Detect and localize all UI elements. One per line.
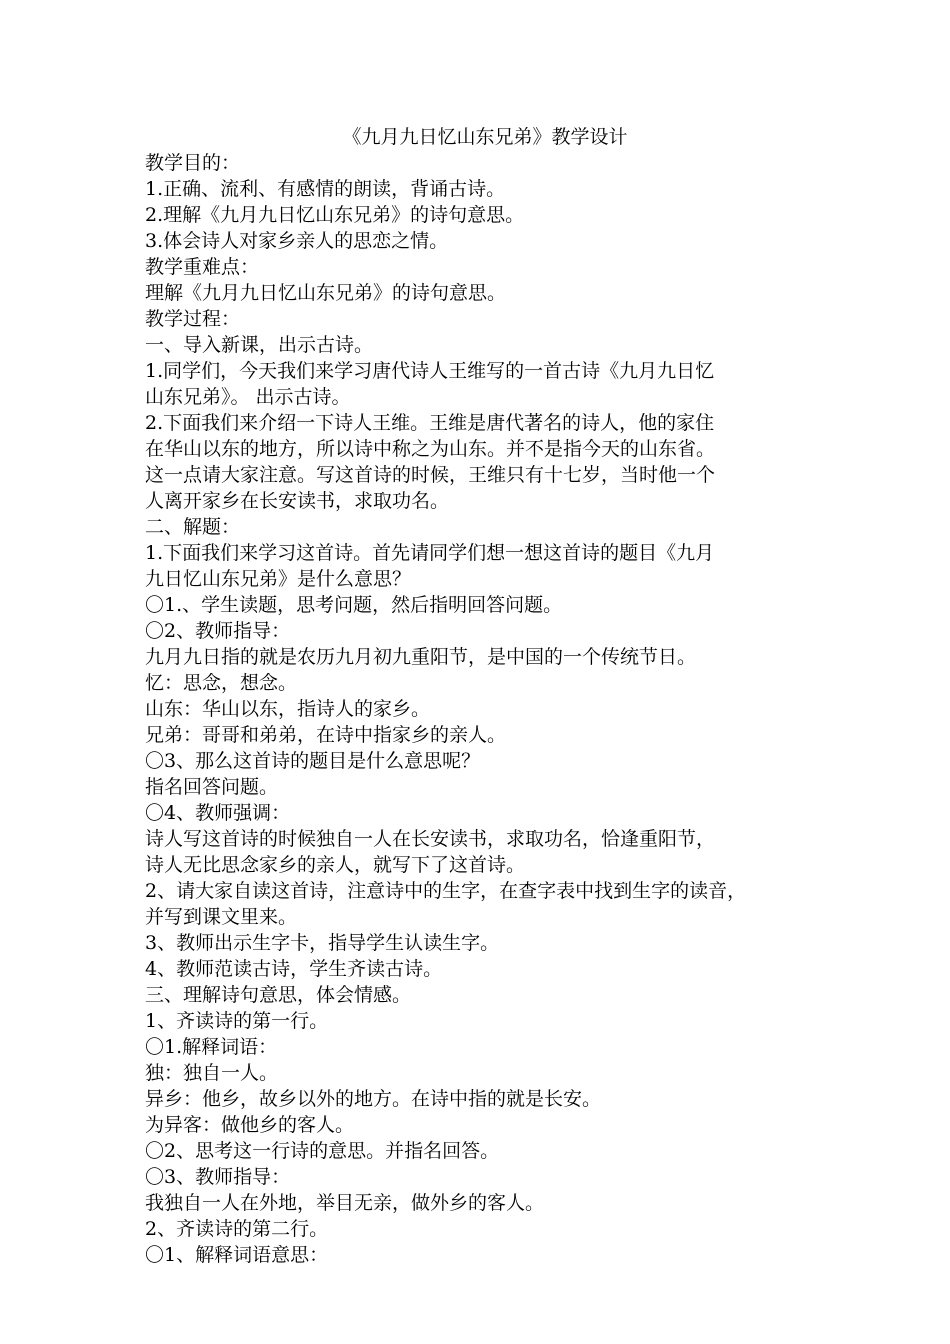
text-line: 〇1、解释词语意思： xyxy=(145,1244,329,1266)
text-line: 教学过程： xyxy=(145,308,241,330)
text-line: 〇3、那么这首诗的题目是什么意思呢？ xyxy=(145,750,481,772)
text-line: 独：独自一人。 xyxy=(145,1062,279,1084)
text-line: 3、教师出示生字卡，指导学生认读生字。 xyxy=(145,932,500,954)
text-line: 〇3、教师指导： xyxy=(145,1166,291,1188)
text-line: 1、齐读诗的第一行。 xyxy=(145,1010,329,1032)
text-line: 在华山以东的地方，所以诗中称之为山东。并不是指今天的山东省。 xyxy=(145,438,716,460)
text-line: 教学重难点： xyxy=(145,256,260,278)
text-line: 九月九日指的就是农历九月初九重阳节，是中国的一个传统节日。 xyxy=(145,646,697,668)
text-line: 我独自一人在外地，举目无亲，做外乡的客人。 xyxy=(145,1192,545,1214)
text-line: 2.下面我们来介绍一下诗人王维。王维是唐代著名的诗人，他的家住 xyxy=(145,412,715,434)
text-line: 2、齐读诗的第二行。 xyxy=(145,1218,329,1240)
text-line: 诗人写这首诗的时候独自一人在长安读书，求取功名，恰逢重阳节， xyxy=(145,828,716,850)
text-line: 〇1.、学生读题，思考问题，然后指明回答问题。 xyxy=(145,594,563,616)
text-line: 2.理解《九月九日忆山东兄弟》的诗句意思。 xyxy=(145,204,525,226)
text-line: 教学目的： xyxy=(145,152,241,174)
text-line: 忆：思念，想念。 xyxy=(145,672,298,694)
text-line: 1.同学们，今天我们来学习唐代诗人王维写的一首古诗《九月九日忆 xyxy=(145,360,715,382)
document-lines xyxy=(145,150,825,1268)
text-line: 1.正确、流利、有感情的朗读，背诵古诗。 xyxy=(145,178,506,200)
text-line: 3.体会诗人对家乡亲人的思恋之情。 xyxy=(145,230,449,252)
text-line: 并写到课文里来。 xyxy=(145,906,298,928)
text-line: 诗人无比思念家乡的亲人，就写下了这首诗。 xyxy=(145,854,526,876)
text-line: 〇2、思考这一行诗的意思。并指名回答。 xyxy=(145,1140,500,1162)
text-line: 这一点请大家注意。写这首诗的时候，王维只有十七岁，当时他一个 xyxy=(145,464,716,486)
text-line: 指名回答问题。 xyxy=(145,776,279,798)
text-line: 兄弟：哥哥和弟弟，在诗中指家乡的亲人。 xyxy=(145,724,507,746)
text-line: 九日忆山东兄弟》是什么意思？ xyxy=(145,568,412,590)
text-line: 山东兄弟》。 出示古诗。 xyxy=(145,386,351,408)
text-line: 异乡：他乡，故乡以外的地方。在诗中指的就是长安。 xyxy=(145,1088,602,1110)
text-line: 〇1.解释词语： xyxy=(145,1036,278,1058)
text-line: 〇4、教师强调： xyxy=(145,802,291,824)
text-line: 4、教师范读古诗，学生齐读古诗。 xyxy=(145,958,443,980)
text-line: 二、解题： xyxy=(145,516,241,538)
text-line: 为异客：做他乡的客人。 xyxy=(145,1114,355,1136)
document-title: 《九月九日忆山东兄弟》教学设计 xyxy=(342,126,628,148)
text-line: 人离开家乡在长安读书，求取功名。 xyxy=(145,490,450,512)
text-line: 三、理解诗句意思，体会情感。 xyxy=(145,984,412,1006)
text-line: 山东：华山以东，指诗人的家乡。 xyxy=(145,698,431,720)
text-line: 〇2、教师指导： xyxy=(145,620,291,642)
text-line: 一、导入新课，出示古诗。 xyxy=(145,334,374,356)
text-line: 1.下面我们来学习这首诗。首先请同学们想一想这首诗的题目《九月 xyxy=(145,542,715,564)
text-line: 理解《九月九日忆山东兄弟》的诗句意思。 xyxy=(145,282,507,304)
document-body xyxy=(145,124,825,1268)
text-line: 2、请大家自读这首诗，注意诗中的生字，在查字表中找到生字的读音， xyxy=(145,880,747,902)
